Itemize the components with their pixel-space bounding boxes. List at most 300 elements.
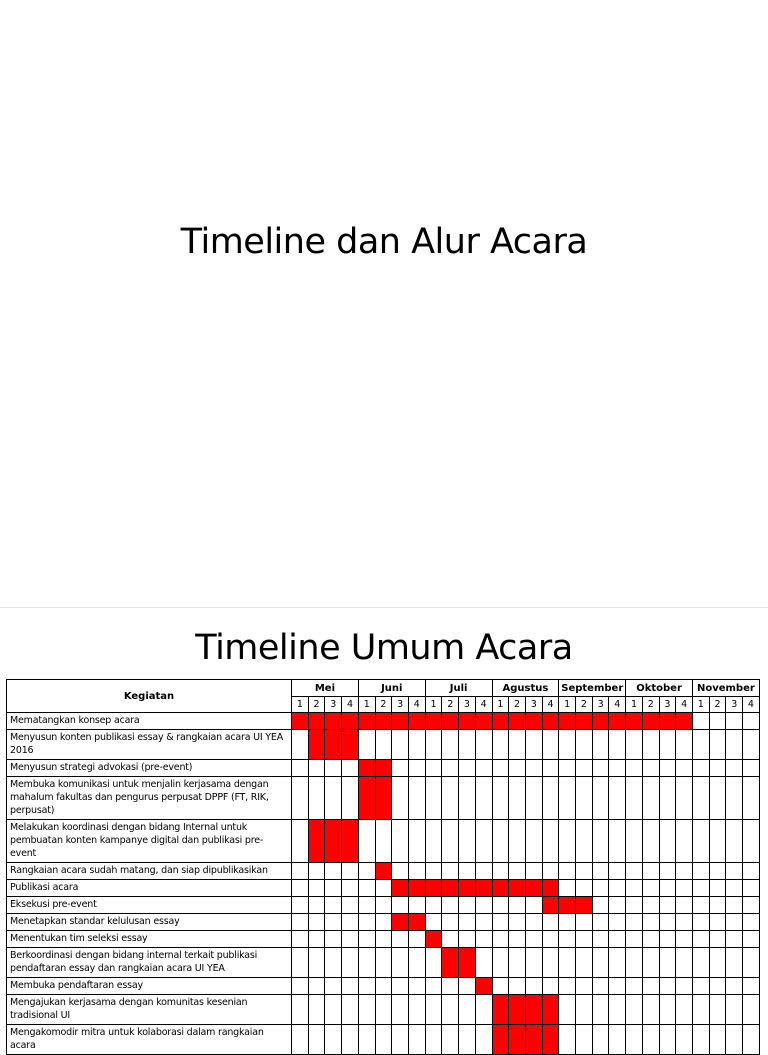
timeline-empty-cell: [509, 760, 526, 777]
timeline-bar-cell: [492, 995, 509, 1025]
timeline-empty-cell: [292, 995, 309, 1025]
timeline-bar-cell: [676, 713, 693, 730]
timeline-empty-cell: [659, 880, 676, 897]
timeline-bar-cell: [425, 713, 442, 730]
timeline-empty-cell: [659, 948, 676, 978]
timeline-empty-cell: [292, 820, 309, 863]
timeline-bar-cell: [459, 713, 476, 730]
timeline-empty-cell: [676, 760, 693, 777]
timeline-empty-cell: [692, 995, 709, 1025]
timeline-empty-cell: [559, 1025, 576, 1055]
timeline-empty-cell: [308, 914, 325, 931]
timeline-empty-cell: [642, 1025, 659, 1055]
table-row: [7, 914, 760, 931]
timeline-empty-cell: [308, 880, 325, 897]
timeline-empty-cell: [509, 978, 526, 995]
timeline-empty-cell: [559, 914, 576, 931]
timeline-empty-cell: [743, 931, 760, 948]
timeline-empty-cell: [676, 995, 693, 1025]
timeline-empty-cell: [358, 1025, 375, 1055]
timeline-empty-cell: [709, 931, 726, 948]
timeline-empty-cell: [325, 760, 342, 777]
timeline-bar-cell: [576, 897, 593, 914]
timeline-bar-cell: [492, 880, 509, 897]
week-header: 1: [559, 697, 576, 713]
timeline-empty-cell: [342, 777, 359, 820]
timeline-bar-cell: [325, 820, 342, 863]
timeline-empty-cell: [475, 948, 492, 978]
timeline-empty-cell: [525, 978, 542, 995]
activity-label: Publikasi acara: [7, 880, 292, 897]
timeline-bar-cell: [659, 713, 676, 730]
timeline-empty-cell: [676, 777, 693, 820]
timeline-empty-cell: [659, 897, 676, 914]
timeline-bar-cell: [408, 880, 425, 897]
timeline-empty-cell: [609, 995, 626, 1025]
week-header: 2: [709, 697, 726, 713]
timeline-empty-cell: [342, 1025, 359, 1055]
timeline-bar-cell: [342, 730, 359, 760]
timeline-empty-cell: [492, 978, 509, 995]
timeline-bar-cell: [408, 713, 425, 730]
timeline-empty-cell: [626, 897, 643, 914]
timeline-empty-cell: [676, 931, 693, 948]
timeline-empty-cell: [626, 931, 643, 948]
timeline-empty-cell: [392, 1025, 409, 1055]
timeline-empty-cell: [576, 777, 593, 820]
timeline-empty-cell: [375, 931, 392, 948]
timeline-empty-cell: [392, 995, 409, 1025]
month-header: September: [559, 680, 626, 697]
timeline-empty-cell: [576, 820, 593, 863]
month-header: November: [692, 680, 759, 697]
timeline-empty-cell: [642, 914, 659, 931]
timeline-empty-cell: [576, 995, 593, 1025]
timeline-empty-cell: [408, 777, 425, 820]
timeline-empty-cell: [375, 880, 392, 897]
timeline-empty-cell: [692, 863, 709, 880]
timeline-empty-cell: [308, 1025, 325, 1055]
timeline-empty-cell: [425, 995, 442, 1025]
timeline-empty-cell: [609, 777, 626, 820]
timeline-empty-cell: [659, 760, 676, 777]
timeline-empty-cell: [392, 760, 409, 777]
timeline-bar-cell: [308, 713, 325, 730]
timeline-empty-cell: [342, 995, 359, 1025]
timeline-empty-cell: [459, 863, 476, 880]
timeline-empty-cell: [459, 931, 476, 948]
timeline-bar-cell: [308, 820, 325, 863]
timeline-empty-cell: [726, 914, 743, 931]
timeline-empty-cell: [442, 863, 459, 880]
timeline-empty-cell: [358, 730, 375, 760]
week-header: 4: [743, 697, 760, 713]
timeline-empty-cell: [442, 978, 459, 995]
timeline-empty-cell: [559, 777, 576, 820]
week-header: 3: [459, 697, 476, 713]
timeline-empty-cell: [726, 760, 743, 777]
timeline-empty-cell: [509, 931, 526, 948]
timeline-empty-cell: [659, 995, 676, 1025]
timeline-empty-cell: [559, 760, 576, 777]
activity-label: Menyusun konten publikasi essay & rangkaian acara UI YEA 2016: [7, 730, 292, 760]
week-header: 2: [442, 697, 459, 713]
timeline-empty-cell: [659, 914, 676, 931]
timeline-bar-cell: [542, 713, 559, 730]
timeline-empty-cell: [509, 948, 526, 978]
timeline-bar-cell: [375, 760, 392, 777]
timeline-bar-cell: [358, 760, 375, 777]
timeline-empty-cell: [375, 995, 392, 1025]
timeline-bar-cell: [576, 713, 593, 730]
activity-label: Menetapkan standar kelulusan essay: [7, 914, 292, 931]
timeline-empty-cell: [392, 730, 409, 760]
timeline-empty-cell: [509, 897, 526, 914]
timeline-empty-cell: [592, 820, 609, 863]
week-header: 1: [425, 697, 442, 713]
week-header: 1: [626, 697, 643, 713]
timeline-empty-cell: [442, 914, 459, 931]
activity-label: Membuka pendaftaran essay: [7, 978, 292, 995]
timeline-empty-cell: [375, 948, 392, 978]
timeline-empty-cell: [709, 995, 726, 1025]
week-header: 2: [308, 697, 325, 713]
timeline-empty-cell: [342, 978, 359, 995]
timeline-empty-cell: [726, 1025, 743, 1055]
timeline-empty-cell: [392, 863, 409, 880]
timeline-empty-cell: [425, 897, 442, 914]
timeline-empty-cell: [709, 820, 726, 863]
timeline-empty-cell: [425, 1025, 442, 1055]
timeline-empty-cell: [392, 978, 409, 995]
timeline-empty-cell: [358, 978, 375, 995]
week-header: 2: [509, 697, 526, 713]
timeline-bar-cell: [425, 931, 442, 948]
timeline-empty-cell: [392, 948, 409, 978]
timeline-empty-cell: [475, 730, 492, 760]
month-header: Mei: [292, 680, 359, 697]
week-header: 4: [475, 697, 492, 713]
timeline-empty-cell: [358, 914, 375, 931]
timeline-empty-cell: [325, 931, 342, 948]
timeline-empty-cell: [592, 863, 609, 880]
timeline-empty-cell: [692, 760, 709, 777]
timeline-empty-cell: [408, 730, 425, 760]
timeline-empty-cell: [609, 760, 626, 777]
timeline-empty-cell: [542, 820, 559, 863]
timeline-empty-cell: [525, 897, 542, 914]
timeline-bar-cell: [559, 897, 576, 914]
timeline-empty-cell: [442, 931, 459, 948]
timeline-empty-cell: [692, 931, 709, 948]
timeline-empty-cell: [342, 914, 359, 931]
timeline-empty-cell: [358, 863, 375, 880]
timeline-empty-cell: [442, 777, 459, 820]
timeline-empty-cell: [743, 897, 760, 914]
timeline-empty-cell: [542, 730, 559, 760]
table-row: [7, 948, 760, 978]
timeline-empty-cell: [692, 948, 709, 978]
timeline-empty-cell: [408, 897, 425, 914]
timeline-empty-cell: [308, 897, 325, 914]
timeline-empty-cell: [709, 777, 726, 820]
timeline-bar-cell: [459, 948, 476, 978]
timeline-empty-cell: [292, 978, 309, 995]
timeline-empty-cell: [676, 897, 693, 914]
timeline-empty-cell: [425, 730, 442, 760]
timeline-empty-cell: [375, 730, 392, 760]
timeline-empty-cell: [375, 820, 392, 863]
timeline-empty-cell: [442, 760, 459, 777]
timeline-bar-cell: [525, 880, 542, 897]
timeline-empty-cell: [609, 948, 626, 978]
timeline-empty-cell: [743, 978, 760, 995]
table-row: [7, 931, 760, 948]
timeline-empty-cell: [609, 1025, 626, 1055]
timeline-bar-cell: [509, 713, 526, 730]
timeline-empty-cell: [325, 880, 342, 897]
timeline-empty-cell: [642, 777, 659, 820]
timeline-empty-cell: [308, 948, 325, 978]
timeline-empty-cell: [642, 897, 659, 914]
timeline-empty-cell: [525, 777, 542, 820]
timeline-empty-cell: [342, 931, 359, 948]
timeline-empty-cell: [325, 978, 342, 995]
timeline-empty-cell: [358, 820, 375, 863]
activity-header: Kegiatan: [7, 680, 292, 713]
week-header: 2: [576, 697, 593, 713]
timeline-empty-cell: [642, 880, 659, 897]
timeline-empty-cell: [626, 995, 643, 1025]
table-row: [7, 820, 760, 863]
timeline-empty-cell: [692, 777, 709, 820]
timeline-bar-cell: [375, 777, 392, 820]
timeline-empty-cell: [609, 880, 626, 897]
timeline-empty-cell: [676, 863, 693, 880]
timeline-bar-cell: [342, 820, 359, 863]
table-row: [7, 730, 760, 760]
timeline-empty-cell: [576, 1025, 593, 1055]
timeline-empty-cell: [292, 863, 309, 880]
timeline-empty-cell: [292, 1025, 309, 1055]
timeline-empty-cell: [626, 978, 643, 995]
timeline-empty-cell: [392, 931, 409, 948]
timeline-empty-cell: [509, 914, 526, 931]
timeline-empty-cell: [659, 820, 676, 863]
timeline-empty-cell: [459, 978, 476, 995]
timeline-empty-cell: [659, 863, 676, 880]
table-row: [7, 777, 760, 820]
timeline-empty-cell: [642, 948, 659, 978]
timeline-empty-cell: [743, 995, 760, 1025]
timeline-bar-cell: [375, 713, 392, 730]
timeline-empty-cell: [609, 978, 626, 995]
timeline-empty-cell: [542, 760, 559, 777]
timeline-empty-cell: [459, 897, 476, 914]
timeline-empty-cell: [709, 914, 726, 931]
timeline-empty-cell: [676, 880, 693, 897]
timeline-empty-cell: [576, 880, 593, 897]
timeline-empty-cell: [626, 880, 643, 897]
timeline-empty-cell: [692, 978, 709, 995]
timeline-empty-cell: [559, 978, 576, 995]
timeline-empty-cell: [609, 820, 626, 863]
week-header: 3: [659, 697, 676, 713]
timeline-bar-cell: [642, 713, 659, 730]
activity-label: Mematangkan konsep acara: [7, 713, 292, 730]
timeline-empty-cell: [709, 897, 726, 914]
table-row: [7, 897, 760, 914]
timeline-empty-cell: [492, 863, 509, 880]
week-header: 3: [325, 697, 342, 713]
timeline-empty-cell: [375, 897, 392, 914]
timeline-bar-cell: [392, 713, 409, 730]
timeline-table: [6, 679, 760, 1055]
timeline-empty-cell: [609, 897, 626, 914]
timeline-empty-cell: [308, 863, 325, 880]
timeline-bar-cell: [509, 995, 526, 1025]
timeline-empty-cell: [525, 914, 542, 931]
timeline-bar-cell: [509, 880, 526, 897]
timeline-empty-cell: [726, 931, 743, 948]
week-header: 3: [525, 697, 542, 713]
timeline-empty-cell: [626, 914, 643, 931]
timeline-empty-cell: [726, 730, 743, 760]
timeline-empty-cell: [743, 880, 760, 897]
timeline-bar-cell: [626, 713, 643, 730]
timeline-empty-cell: [375, 914, 392, 931]
timeline-empty-cell: [659, 978, 676, 995]
timeline-empty-cell: [626, 820, 643, 863]
timeline-empty-cell: [726, 820, 743, 863]
timeline-empty-cell: [709, 863, 726, 880]
activity-label: Membuka komunikasi untuk menjalin kerjasama dengan mahalum fakultas dan pengurus perpusat DPPF (FT, RIK, perpusat): [7, 777, 292, 820]
timeline-empty-cell: [692, 880, 709, 897]
timeline-empty-cell: [358, 880, 375, 897]
timeline-empty-cell: [692, 820, 709, 863]
timeline-empty-cell: [475, 995, 492, 1025]
timeline-empty-cell: [408, 931, 425, 948]
timeline-empty-cell: [626, 730, 643, 760]
timeline-empty-cell: [475, 931, 492, 948]
table-row: [7, 995, 760, 1025]
timeline-empty-cell: [459, 760, 476, 777]
timeline-empty-cell: [358, 948, 375, 978]
timeline-bar-cell: [425, 880, 442, 897]
timeline-empty-cell: [592, 880, 609, 897]
timeline-empty-cell: [492, 730, 509, 760]
timeline-empty-cell: [576, 730, 593, 760]
timeline-bar-cell: [392, 880, 409, 897]
timeline-empty-cell: [592, 948, 609, 978]
timeline-empty-cell: [676, 1025, 693, 1055]
timeline-empty-cell: [626, 777, 643, 820]
timeline-empty-cell: [592, 978, 609, 995]
timeline-bar-cell: [609, 713, 626, 730]
timeline-empty-cell: [559, 820, 576, 863]
slide-1-title: Timeline dan Alur Acara: [180, 222, 588, 262]
timeline-empty-cell: [492, 777, 509, 820]
timeline-empty-cell: [576, 760, 593, 777]
timeline-empty-cell: [592, 914, 609, 931]
timeline-empty-cell: [726, 978, 743, 995]
timeline-empty-cell: [392, 777, 409, 820]
timeline-empty-cell: [576, 978, 593, 995]
timeline-empty-cell: [542, 978, 559, 995]
week-header: 3: [592, 697, 609, 713]
timeline-empty-cell: [642, 760, 659, 777]
table-row: [7, 880, 760, 897]
timeline-bar-cell: [542, 995, 559, 1025]
timeline-empty-cell: [492, 820, 509, 863]
timeline-empty-cell: [425, 777, 442, 820]
timeline-empty-cell: [659, 931, 676, 948]
week-header: 1: [358, 697, 375, 713]
week-header: 2: [642, 697, 659, 713]
timeline-empty-cell: [726, 713, 743, 730]
week-header: 4: [542, 697, 559, 713]
timeline-empty-cell: [442, 1025, 459, 1055]
timeline-empty-cell: [692, 914, 709, 931]
timeline-empty-cell: [743, 820, 760, 863]
timeline-empty-cell: [325, 948, 342, 978]
timeline-empty-cell: [308, 777, 325, 820]
timeline-empty-cell: [576, 931, 593, 948]
timeline-empty-cell: [726, 995, 743, 1025]
timeline-empty-cell: [408, 760, 425, 777]
timeline-empty-cell: [459, 820, 476, 863]
timeline-empty-cell: [509, 730, 526, 760]
timeline-bar-cell: [492, 713, 509, 730]
timeline-empty-cell: [459, 914, 476, 931]
table-row: [7, 1025, 760, 1055]
timeline-bar-cell: [525, 713, 542, 730]
timeline-empty-cell: [459, 1025, 476, 1055]
timeline-bar-cell: [475, 978, 492, 995]
timeline-bar-cell: [375, 863, 392, 880]
timeline-empty-cell: [642, 995, 659, 1025]
timeline-empty-cell: [425, 760, 442, 777]
timeline-empty-cell: [626, 1025, 643, 1055]
timeline-empty-cell: [492, 914, 509, 931]
timeline-empty-cell: [709, 730, 726, 760]
timeline-empty-cell: [626, 760, 643, 777]
timeline-empty-cell: [442, 995, 459, 1025]
timeline-bar-cell: [592, 713, 609, 730]
timeline-empty-cell: [709, 978, 726, 995]
timeline-bar-cell: [542, 1025, 559, 1055]
timeline-empty-cell: [475, 897, 492, 914]
timeline-empty-cell: [559, 995, 576, 1025]
timeline-bar-cell: [358, 713, 375, 730]
timeline-empty-cell: [692, 897, 709, 914]
timeline-empty-cell: [408, 978, 425, 995]
table-row: [7, 760, 760, 777]
timeline-empty-cell: [308, 978, 325, 995]
timeline-empty-cell: [576, 914, 593, 931]
timeline-empty-cell: [525, 760, 542, 777]
timeline-empty-cell: [325, 777, 342, 820]
timeline-empty-cell: [559, 931, 576, 948]
timeline-empty-cell: [375, 978, 392, 995]
timeline-empty-cell: [509, 820, 526, 863]
timeline-empty-cell: [408, 820, 425, 863]
timeline-empty-cell: [592, 760, 609, 777]
activity-label: Menentukan tim seleksi essay: [7, 931, 292, 948]
timeline-empty-cell: [342, 863, 359, 880]
timeline-empty-cell: [542, 948, 559, 978]
timeline-empty-cell: [408, 1025, 425, 1055]
